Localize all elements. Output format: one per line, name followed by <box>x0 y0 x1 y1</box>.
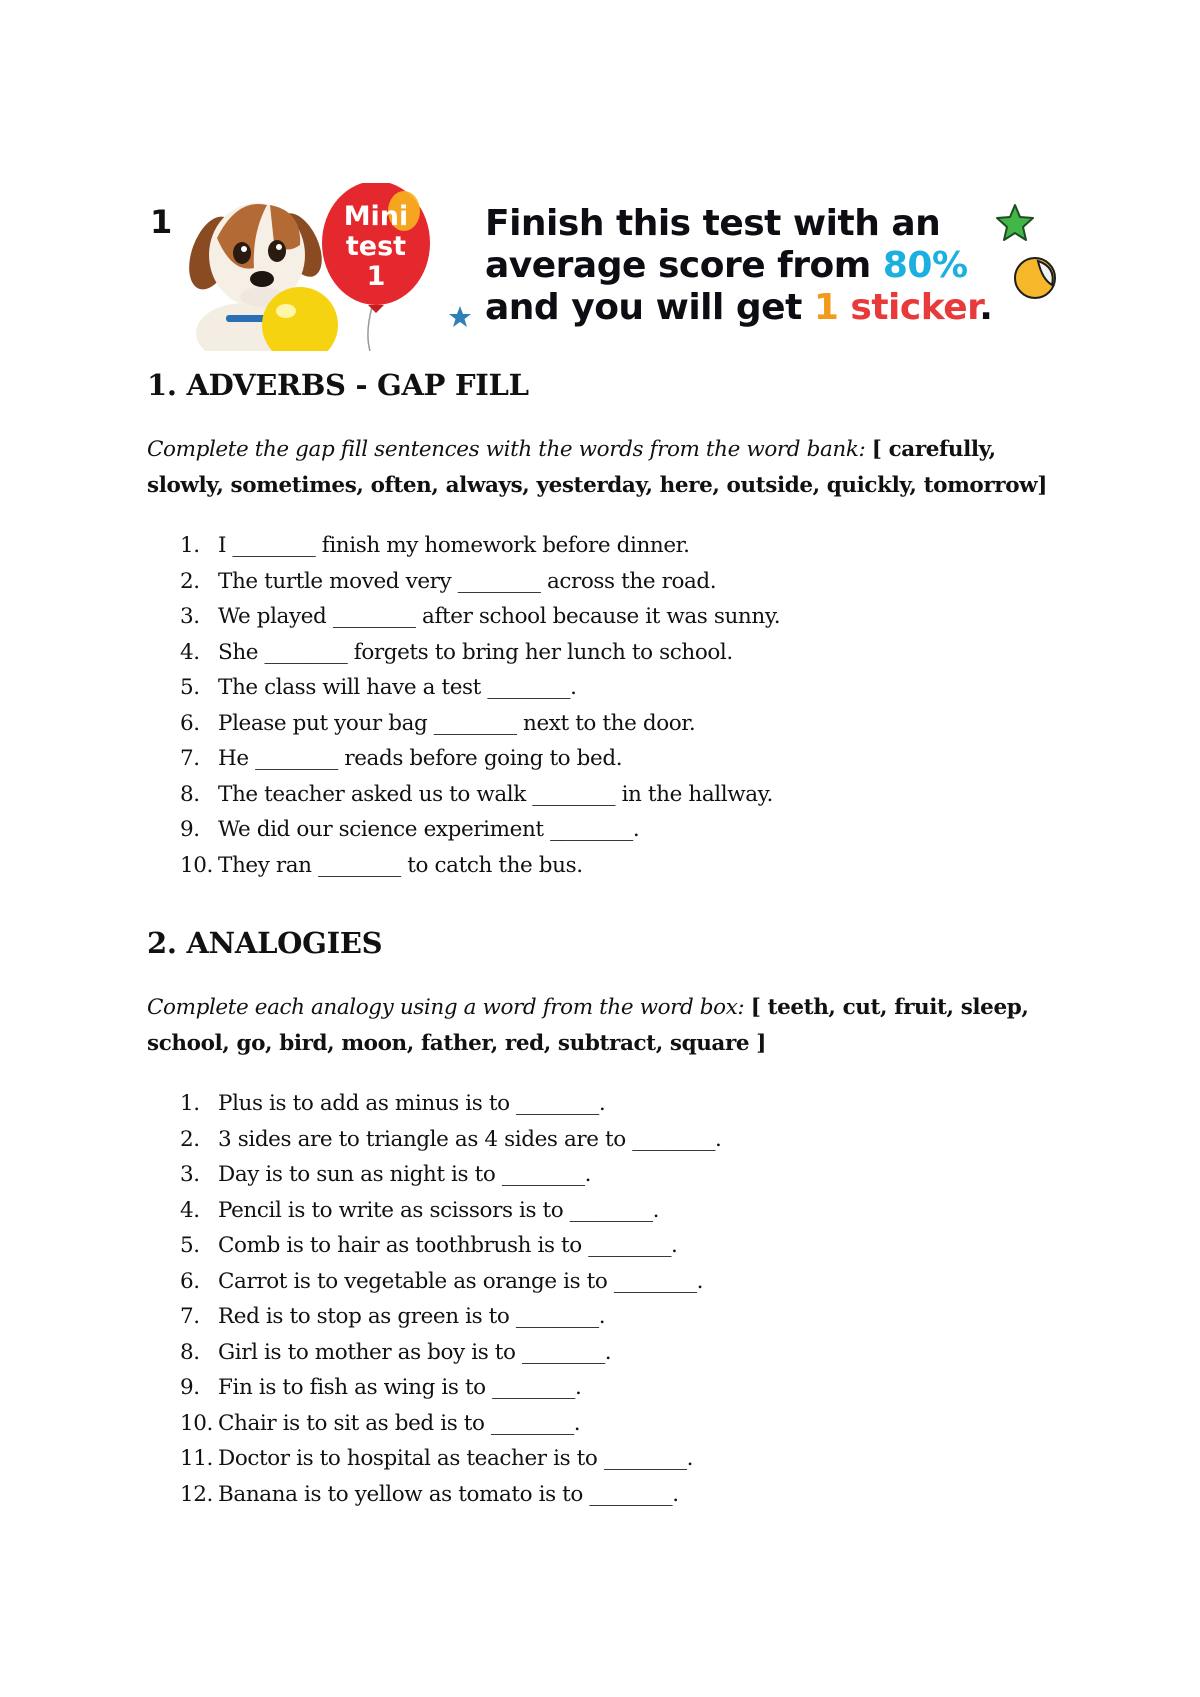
header-banner <box>150 183 1050 353</box>
question-number: 5. <box>180 675 200 700</box>
reward-line-3: and you will get 1 sticker. <box>485 287 993 328</box>
section-2-word-bank: [ teeth, cut, fruit, sleep, school, go, bird, moon, father, red, subtract, square ] <box>147 995 1029 1056</box>
question-text: The teacher asked us to walk ________ in the hallway. <box>218 781 773 807</box>
sticker-count: 1 <box>813 287 839 328</box>
question-text: She ________ forgets to bring her lunch to school. <box>218 639 733 665</box>
question-number: 10. <box>180 852 213 878</box>
question-text: Please put your bag ________ next to the door. <box>218 710 696 736</box>
section-1-questions <box>180 528 780 883</box>
small-blue-star-icon <box>448 305 472 329</box>
question-number: 6. <box>180 1268 200 1294</box>
reward-line-1: Finish this test with an <box>485 203 941 244</box>
sticker-word: sticker <box>838 287 980 328</box>
question-item <box>180 1299 721 1335</box>
question-text: Carrot is to vegetable as orange is to ________. <box>218 1268 704 1294</box>
question-text: Plus is to add as minus is to ________. <box>218 1091 606 1116</box>
question-number: 1. <box>180 533 200 558</box>
question-number: 7. <box>180 1304 200 1329</box>
question-number: 2. <box>180 1126 200 1152</box>
question-item <box>180 1441 721 1477</box>
question-item <box>180 1477 721 1513</box>
section-1-title: 1. ADVERBS - GAP FILL <box>147 368 529 402</box>
question-number: 8. <box>180 1339 200 1365</box>
question-item <box>180 1086 721 1122</box>
question-text: Day is to sun as night is to ________. <box>218 1162 592 1187</box>
question-text: 3 sides are to triangle as 4 sides are to ________. <box>218 1126 722 1152</box>
section-2-title: 2. ANALOGIES <box>147 926 383 960</box>
question-number: 8. <box>180 781 200 807</box>
question-text: Banana is to yellow as tomato is to ________. <box>218 1481 679 1507</box>
question-item <box>180 1228 721 1264</box>
question-item <box>180 741 780 777</box>
question-number: 10. <box>180 1410 213 1436</box>
target-score: 80% <box>882 245 968 286</box>
question-text: Girl is to mother as boy is to ________. <box>218 1339 612 1365</box>
question-text: We did our science experiment ________. <box>218 817 640 842</box>
section-1-word-bank: [ carefully, slowly, sometimes, often, always, yesterday, here, outside, quickly, tomorrow] <box>147 437 1048 498</box>
question-item <box>180 1193 721 1229</box>
question-text: Comb is to hair as toothbrush is to ________. <box>218 1233 678 1258</box>
question-number: 5. <box>180 1233 200 1258</box>
question-text: Red is to stop as green is to ________. <box>218 1304 606 1329</box>
section-2-questions <box>180 1086 721 1512</box>
question-number: 7. <box>180 746 200 771</box>
puppy-with-balloon-illustration <box>182 183 482 351</box>
question-text: They ran ________ to catch the bus. <box>218 852 583 878</box>
question-item <box>180 706 780 742</box>
green-star-icon <box>995 203 1035 243</box>
question-number: 12. <box>180 1481 213 1507</box>
question-item <box>180 1406 721 1442</box>
question-item <box>180 1264 721 1300</box>
question-number: 3. <box>180 1162 200 1187</box>
question-number: 3. <box>180 604 200 629</box>
question-item <box>180 599 780 635</box>
question-number: 1. <box>180 1091 200 1116</box>
reward-line-2: average score from 80% <box>485 245 968 286</box>
question-item <box>180 670 780 706</box>
question-text: The class will have a test ________. <box>218 675 577 700</box>
balloon-text-test: test <box>345 231 407 262</box>
question-number: 9. <box>180 817 200 842</box>
question-number: 4. <box>180 639 200 665</box>
question-number: 2. <box>180 568 200 594</box>
question-text: Pencil is to write as scissors is to ________. <box>218 1197 660 1223</box>
balloon-text-mini: Mini <box>343 201 409 232</box>
question-item <box>180 635 780 671</box>
question-text: Fin is to fish as wing is to ________. <box>218 1375 582 1400</box>
balloon-text-number: 1 <box>366 261 386 292</box>
question-text: Doctor is to hospital as teacher is to ________. <box>218 1446 694 1471</box>
section-1-instructions: Complete the gap fill sentences with the words from the word bank: [ carefully, slowly, sometimes, often, always, yesterday, here, outside, quickly, tomorrow] <box>147 437 1048 498</box>
section-2-instructions: Complete each analogy using a word from the word box: [ teeth, cut, fruit, sleep, school, go, bird, moon, father, red, subtract, square ] <box>147 995 1029 1056</box>
question-item <box>180 812 780 848</box>
page-number: 1 <box>150 203 173 241</box>
question-item <box>180 528 780 564</box>
question-item <box>180 1157 721 1193</box>
question-number: 4. <box>180 1197 200 1223</box>
question-text: I ________ finish my homework before dinner. <box>218 533 690 558</box>
question-number: 11. <box>180 1446 213 1471</box>
question-number: 9. <box>180 1375 200 1400</box>
question-item <box>180 777 780 813</box>
question-item <box>180 1370 721 1406</box>
question-text: Chair is to sit as bed is to ________. <box>218 1410 581 1436</box>
question-number: 6. <box>180 710 200 736</box>
question-item <box>180 1122 721 1158</box>
question-text: The turtle moved very ________ across the road. <box>218 568 717 594</box>
question-item <box>180 564 780 600</box>
question-text: We played ________ after school because it was sunny. <box>218 604 781 629</box>
question-item <box>180 848 780 884</box>
question-text: He ________ reads before going to bed. <box>218 746 623 771</box>
sticker-reward-message <box>485 203 992 329</box>
peeling-sticker-icon <box>1012 255 1058 301</box>
question-item <box>180 1335 721 1371</box>
